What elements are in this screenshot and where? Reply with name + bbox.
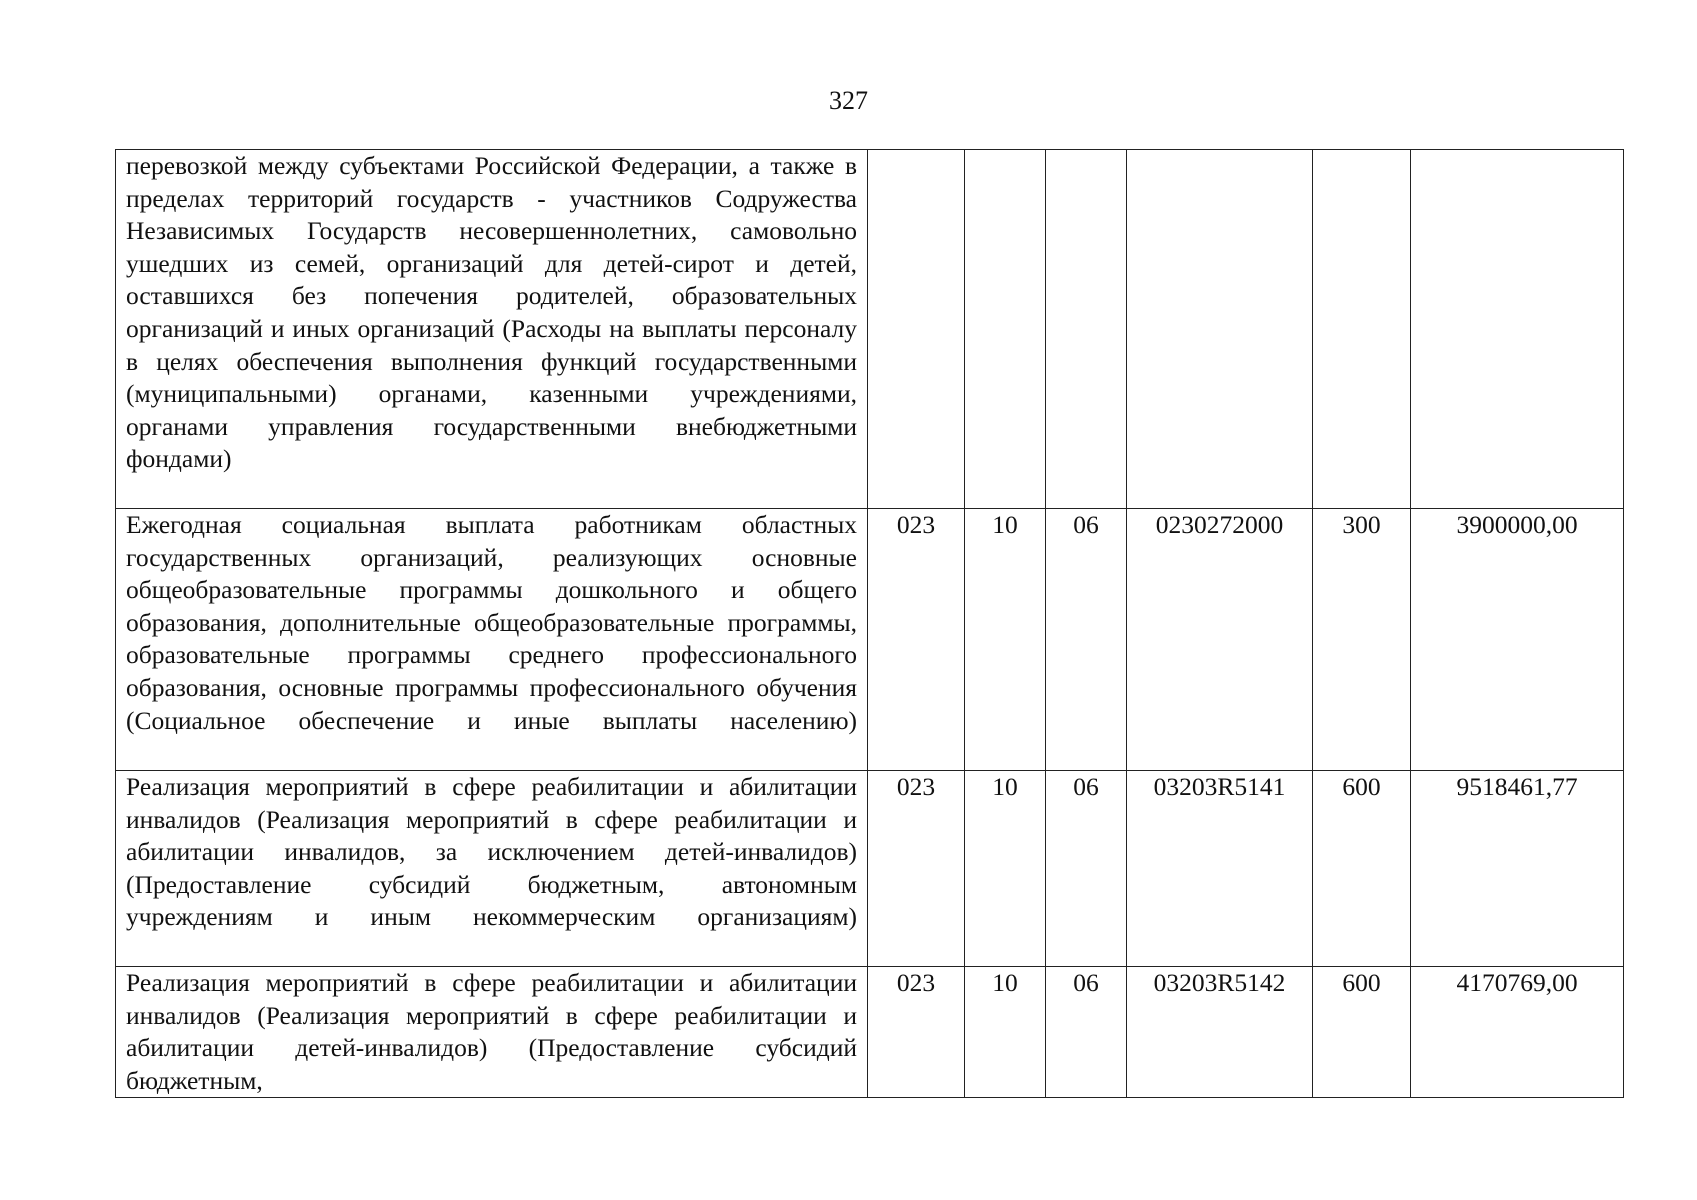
ministry-code: 023 <box>868 967 965 1098</box>
target-article-code: 0230272000 <box>1127 509 1313 771</box>
target-article-code: 03203R5141 <box>1127 771 1313 967</box>
row-description: перевозкой между субъектами Российской Федерации, а также в пределах территорий государств - участников Содружества Независимых Государств несовершеннолетних, самовольно ушедших из семей, организаций для детей-сирот и детей, оставшихся без попечения родителей, образовательных организаций и иных организаций (Расходы на выплаты персоналу в целях обеспечения выполнения функций государственными (муниципальными) органами, казенными учреждениями, органами управления государственными внебюджетными фондами) <box>116 150 868 509</box>
ministry-code: 023 <box>868 771 965 967</box>
target-article-code <box>1127 150 1313 509</box>
section-code <box>965 150 1046 509</box>
subsection-code <box>1046 150 1127 509</box>
section-code: 10 <box>965 967 1046 1098</box>
subsection-code: 06 <box>1046 967 1127 1098</box>
ministry-code: 023 <box>868 509 965 771</box>
amount: 9518461,77 <box>1411 771 1624 967</box>
expense-type-code: 600 <box>1313 771 1411 967</box>
ministry-code <box>868 150 965 509</box>
row-description: Реализация мероприятий в сфере реабилитации и абилитации инвалидов (Реализация мероприятий в сфере реабилитации и абилитации детей-инвалидов) (Предоставление субсидий бюджетным, <box>116 967 868 1098</box>
amount: 3900000,00 <box>1411 509 1624 771</box>
page-number: 327 <box>829 86 868 115</box>
budget-table <box>115 149 1624 1098</box>
table-row <box>116 771 1624 967</box>
row-description: Реализация мероприятий в сфере реабилитации и абилитации инвалидов (Реализация мероприятий в сфере реабилитации и абилитации инвалидов, за исключением детей-инвалидов) (Предоставление субсидий бюджетным, автономным учреждениям и иным некоммерческим организациям) <box>116 771 868 967</box>
amount: 4170769,00 <box>1411 967 1624 1098</box>
expense-type-code: 600 <box>1313 967 1411 1098</box>
amount <box>1411 150 1624 509</box>
row-description: Ежегодная социальная выплата работникам областных государственных организаций, реализующих основные общеобразовательные программы дошкольного и общего образования, дополнительные общеобразовательные программы, образовательные программы среднего профессионального образования, основные программы профессионального обучения (Социальное обеспечение и иные выплаты населению) <box>116 509 868 771</box>
section-code: 10 <box>965 771 1046 967</box>
section-code: 10 <box>965 509 1046 771</box>
table-row <box>116 967 1624 1098</box>
table-row <box>116 509 1624 771</box>
table-row <box>116 150 1624 509</box>
expense-type-code: 300 <box>1313 509 1411 771</box>
subsection-code: 06 <box>1046 771 1127 967</box>
expense-type-code <box>1313 150 1411 509</box>
subsection-code: 06 <box>1046 509 1127 771</box>
target-article-code: 03203R5142 <box>1127 967 1313 1098</box>
